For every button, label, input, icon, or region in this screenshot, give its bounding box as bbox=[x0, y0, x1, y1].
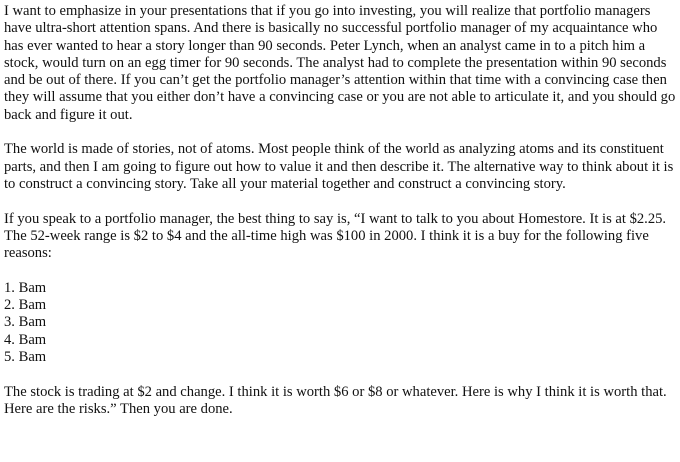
paragraph-conclusion: The stock is trading at $2 and change. I think it is worth $6 or $8 or whatever. Here is why I think it is worth that. Here are the risks.” Then you are done. bbox=[4, 383, 667, 417]
reasons-list bbox=[4, 280, 676, 366]
paragraph-stories-not-atoms: The world is made of stories, not of atoms. Most people think of the world as analyzing atoms and its constituent parts, and then I am going to figure out how to value it and then describe it. The alternative way to think about it is to construct a convincing story. Take all your material together and construct a convincing story. bbox=[4, 141, 674, 192]
paragraph-attention-spans: I want to emphasize in your presentations that if you go into investing, you will realize that portfolio managers have ultra-short attention spans. And there is basically no successful portfolio manager of my acquaintance who has ever wanted to hear a story longer than 90 seconds. Peter Lynch, when an analyst came in to a pitch him a stock, would turn on an egg timer for 90 seconds. The analyst had to complete the presentation within 90 seconds and be out of there. If you can’t get the portfolio manager’s attention within that time with a convincing case then they will assume that you either don’t have a convincing case or you are not able to articulate it, and you should go back and figure it out. bbox=[4, 3, 676, 123]
list-item: 2. Bam bbox=[4, 297, 47, 314]
list-item: 3. Bam bbox=[4, 314, 47, 331]
list-item: 5. Bam bbox=[4, 348, 47, 365]
list-item: 1. Bam bbox=[4, 279, 47, 296]
paragraph-pitch-example: If you speak to a portfolio manager, the best thing to say is, “I want to talk to you about Homestore. It is at $2.25. The 52-week range is $2 to $4 and the all-time high was $100 in 2000. I think it is a buy for the following five reasons: bbox=[4, 210, 667, 262]
list-item: 4. Bam bbox=[4, 331, 47, 348]
document-body bbox=[4, 3, 676, 435]
